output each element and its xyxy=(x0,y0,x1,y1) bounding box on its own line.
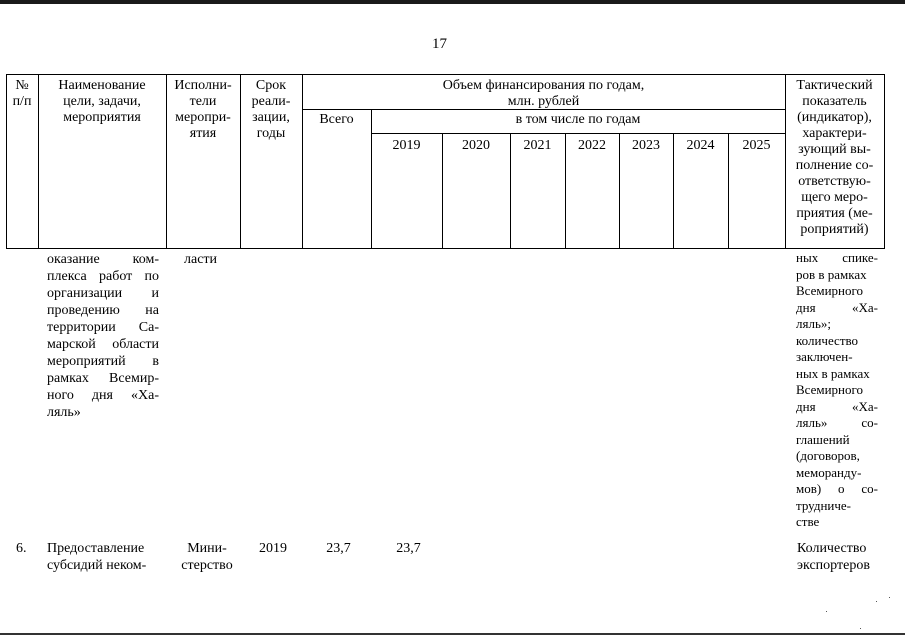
cont-name-line: марской области xyxy=(47,337,159,352)
header-indicator-line: Тактический xyxy=(796,78,873,93)
cont-name-line: проведению на xyxy=(47,303,159,318)
years-header-line xyxy=(371,133,785,134)
cont-indicator-line: стве xyxy=(796,514,820,529)
cont-indicator-line: ных в рамках xyxy=(796,365,870,381)
year-2023: 2023 xyxy=(632,138,660,153)
cont-indicator-line: ляль»; xyxy=(796,316,831,331)
header-indicator-line: полнение со- xyxy=(795,158,874,173)
year-2021: 2021 xyxy=(523,138,552,153)
header-term-line: зации, xyxy=(252,110,290,125)
cont-indicator-line: ров в рамках xyxy=(796,266,867,282)
header-by-years: в том числе по годам xyxy=(515,112,641,127)
header-indicator-line: приятия (ме- xyxy=(796,206,873,221)
row6-name-line: субсидий неком- xyxy=(47,558,147,573)
scan-speck xyxy=(876,601,877,602)
cont-indicator-line: (договоров, xyxy=(796,448,860,463)
header-indicator-line: зующий вы- xyxy=(798,142,871,157)
year-2024: 2024 xyxy=(686,138,715,153)
cont-name-line: организации и xyxy=(47,286,159,301)
header-executors-line: тели xyxy=(189,94,217,109)
row6-indicator-line: Количество xyxy=(797,541,867,556)
header-indicator-line: (индикатор), xyxy=(797,110,872,125)
header-executors-line: меропри- xyxy=(175,110,231,125)
header-executors-line: Исполни- xyxy=(174,78,232,93)
header-funding-line: Объем финансирования по годам, xyxy=(442,78,645,93)
row6-term: 2019 xyxy=(259,541,287,556)
cont-indicator-line: Всемирного xyxy=(796,382,864,397)
header-bottom-line xyxy=(6,248,884,249)
header-executors-line: ятия xyxy=(189,126,217,141)
header-indicator-line: щего меро- xyxy=(801,190,868,205)
header-term-line: годы xyxy=(256,126,286,141)
year-2025: 2025 xyxy=(742,138,771,153)
cont-indicator-line: Всемирного xyxy=(796,283,864,298)
col-line-5 xyxy=(371,109,372,249)
scan-speck xyxy=(826,611,827,612)
cont-indicator-line: ляль» со- xyxy=(796,415,878,430)
cont-indicator-line: мов) о со- xyxy=(796,481,878,496)
cont-executor: ласти xyxy=(184,252,218,267)
header-num-line: № xyxy=(15,78,29,93)
cont-name-line: ного дня «Ха- xyxy=(47,388,159,403)
col-line-13 xyxy=(884,74,885,249)
cont-name-line: ляль» xyxy=(47,405,81,420)
year-2020: 2020 xyxy=(462,138,490,153)
cont-indicator-line: дня «Ха- xyxy=(796,299,878,315)
scan-speck xyxy=(860,628,861,629)
row6-indicator-line: экспортеров xyxy=(797,558,870,573)
page-number: 17 xyxy=(432,36,447,52)
cont-name-line: мероприятий в xyxy=(47,354,159,369)
header-num-line: п/п xyxy=(12,94,32,109)
cont-indicator-line: глашений xyxy=(796,431,850,447)
header-indicator-line: характери- xyxy=(802,126,867,141)
cont-name-line: территории Са- xyxy=(47,320,159,335)
cont-indicator-line: заключен- xyxy=(796,349,853,364)
top-border xyxy=(0,0,905,4)
header-name-line: цели, задачи, xyxy=(63,94,141,109)
header-indicator-line: ответствую- xyxy=(798,174,871,189)
header-indicator-line: роприятий) xyxy=(800,222,869,237)
row6-total: 23,7 xyxy=(326,541,351,556)
cont-name-line: оказание ком- xyxy=(47,252,159,267)
header-term-line: Срок xyxy=(255,78,287,93)
cont-indicator-line: дня «Ха- xyxy=(796,398,878,414)
cont-indicator-line: меморанду- xyxy=(796,464,862,480)
cont-name-line: плекса работ по xyxy=(47,269,159,284)
table-top-line xyxy=(6,74,884,75)
row6-executor-line: Мини- xyxy=(187,541,227,556)
header-name-line: Наименование xyxy=(58,78,146,93)
cont-name-line: рамках Всемир- xyxy=(47,371,159,386)
cont-indicator-line: трудниче- xyxy=(796,497,852,513)
row6-2019: 23,7 xyxy=(396,541,421,556)
row6-executor-line: стерство xyxy=(181,558,233,573)
row6-name-line: Предоставление xyxy=(47,541,145,556)
header-term-line: реали- xyxy=(251,94,291,109)
header-total: Всего xyxy=(319,112,354,127)
year-2022: 2022 xyxy=(578,138,606,153)
scan-speck xyxy=(889,597,890,598)
header-name-line: мероприятия xyxy=(63,110,141,125)
header-indicator-line: показатель xyxy=(802,94,867,109)
cont-indicator-line: количество xyxy=(796,332,859,348)
year-2019: 2019 xyxy=(392,138,421,153)
cont-indicator-line: ных спике- xyxy=(796,250,878,265)
bottom-border xyxy=(0,633,905,635)
header-funding-line: млн. рублей xyxy=(507,94,580,109)
row6-num: 6. xyxy=(16,541,27,556)
